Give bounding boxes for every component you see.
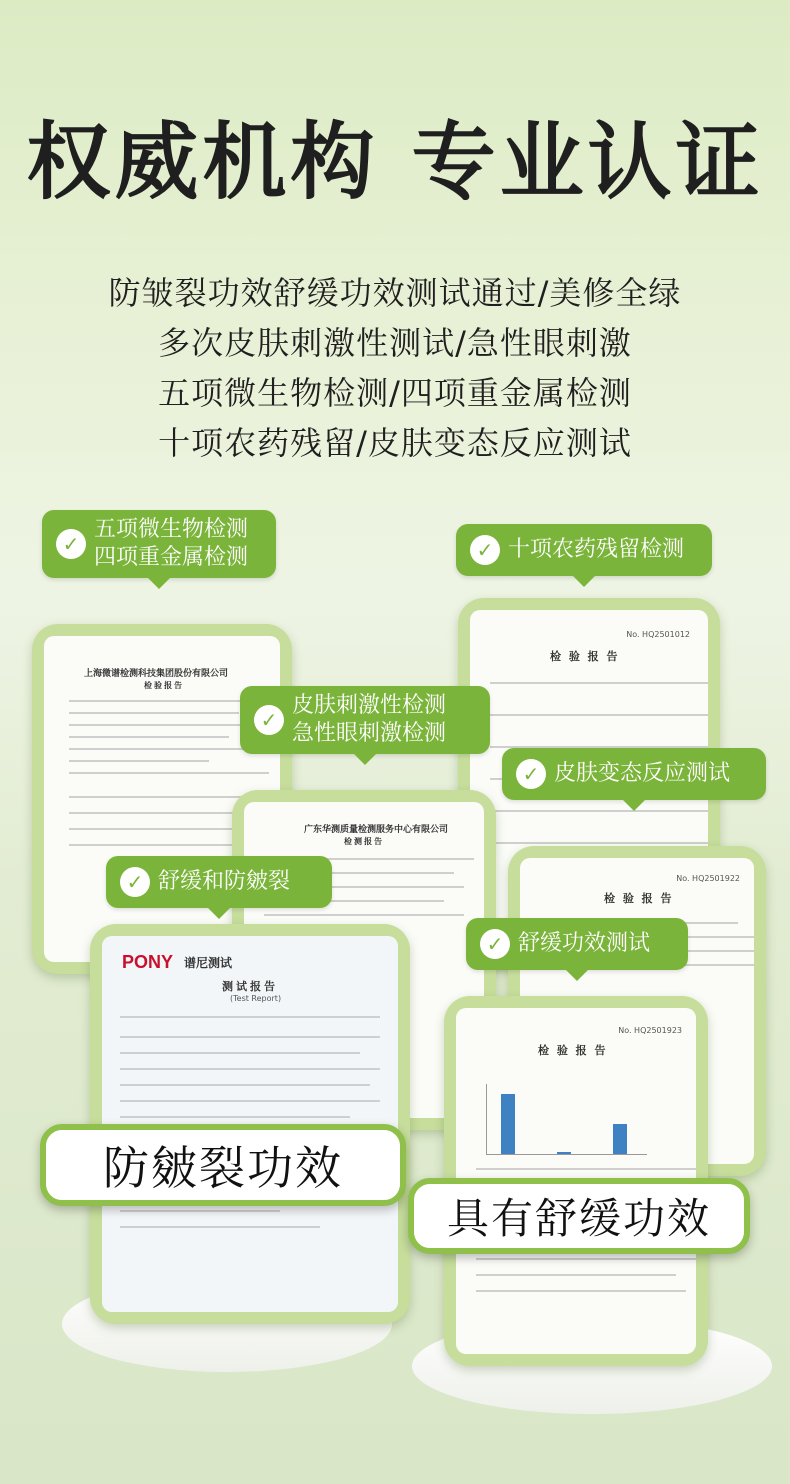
check-icon: ✓ bbox=[120, 867, 150, 897]
doc-number: No. HQ2501012 bbox=[626, 630, 690, 639]
pony-logo-text: 谱尼测试 bbox=[184, 956, 233, 970]
result-chart bbox=[486, 1084, 647, 1155]
feature-list bbox=[0, 268, 790, 468]
tag-text: 十项农药残留检测 bbox=[508, 537, 685, 562]
feature-line-3: 五项微生物检测/四项重金属检测 bbox=[158, 374, 632, 412]
doc-title: 测试报告 bbox=[222, 980, 278, 993]
tag-text: 皮肤变态反应测试 bbox=[554, 761, 731, 786]
check-icon: ✓ bbox=[480, 929, 510, 959]
feature-line-4: 十项农药残留/皮肤变态反应测试 bbox=[158, 424, 632, 462]
pony-logo: PONY bbox=[122, 952, 174, 972]
doc-issuer: 上海微谱检测科技集团股份有限公司 bbox=[84, 669, 229, 679]
tag-line-2: 急性眼刺激检测 bbox=[292, 721, 447, 746]
tag-irritation bbox=[240, 686, 490, 754]
doc-subtitle: (Test Report) bbox=[230, 994, 282, 1003]
tag-line-2: 四项重金属检测 bbox=[94, 545, 249, 570]
doc-number: No. HQ2501922 bbox=[676, 874, 740, 883]
doc-title: 检 验 报 告 bbox=[604, 892, 674, 905]
check-icon: ✓ bbox=[254, 705, 284, 735]
check-icon: ✓ bbox=[516, 759, 546, 789]
label-soothing: 具有舒缓功效 bbox=[408, 1178, 750, 1254]
doc-title: 检 验 报 告 bbox=[538, 1044, 608, 1057]
check-icon: ✓ bbox=[56, 529, 86, 559]
doc-subtitle: 检测报告 bbox=[344, 837, 384, 846]
tag-pesticide bbox=[456, 524, 712, 576]
tag-allergy bbox=[502, 748, 766, 800]
feature-line-2: 多次皮肤刺激性测试/急性眼刺激 bbox=[158, 324, 632, 362]
tag-soothe-test bbox=[466, 918, 688, 970]
tag-text: 舒缓和防皴裂 bbox=[158, 869, 291, 894]
tag-line-1: 皮肤刺激性检测 bbox=[292, 693, 447, 718]
doc-title: 检 验 报 告 bbox=[550, 650, 620, 663]
tag-line-1: 五项微生物检测 bbox=[94, 517, 249, 542]
doc-subtitle: 检验报告 bbox=[144, 681, 184, 690]
label-anti-crack: 防皴裂功效 bbox=[40, 1124, 406, 1206]
check-icon: ✓ bbox=[470, 535, 500, 565]
feature-line-1: 防皱裂功效舒缓功效测试通过/美修全绿 bbox=[108, 274, 682, 312]
tag-microbe-metal bbox=[42, 510, 276, 578]
tag-soothe-anti-crack bbox=[106, 856, 332, 908]
doc-number: No. HQ2501923 bbox=[618, 1026, 682, 1035]
page-title: 权威机构 专业认证 bbox=[26, 113, 764, 211]
tag-text: 舒缓功效测试 bbox=[518, 931, 651, 956]
doc-issuer: 广东华测质量检测服务中心有限公司 bbox=[304, 825, 449, 835]
